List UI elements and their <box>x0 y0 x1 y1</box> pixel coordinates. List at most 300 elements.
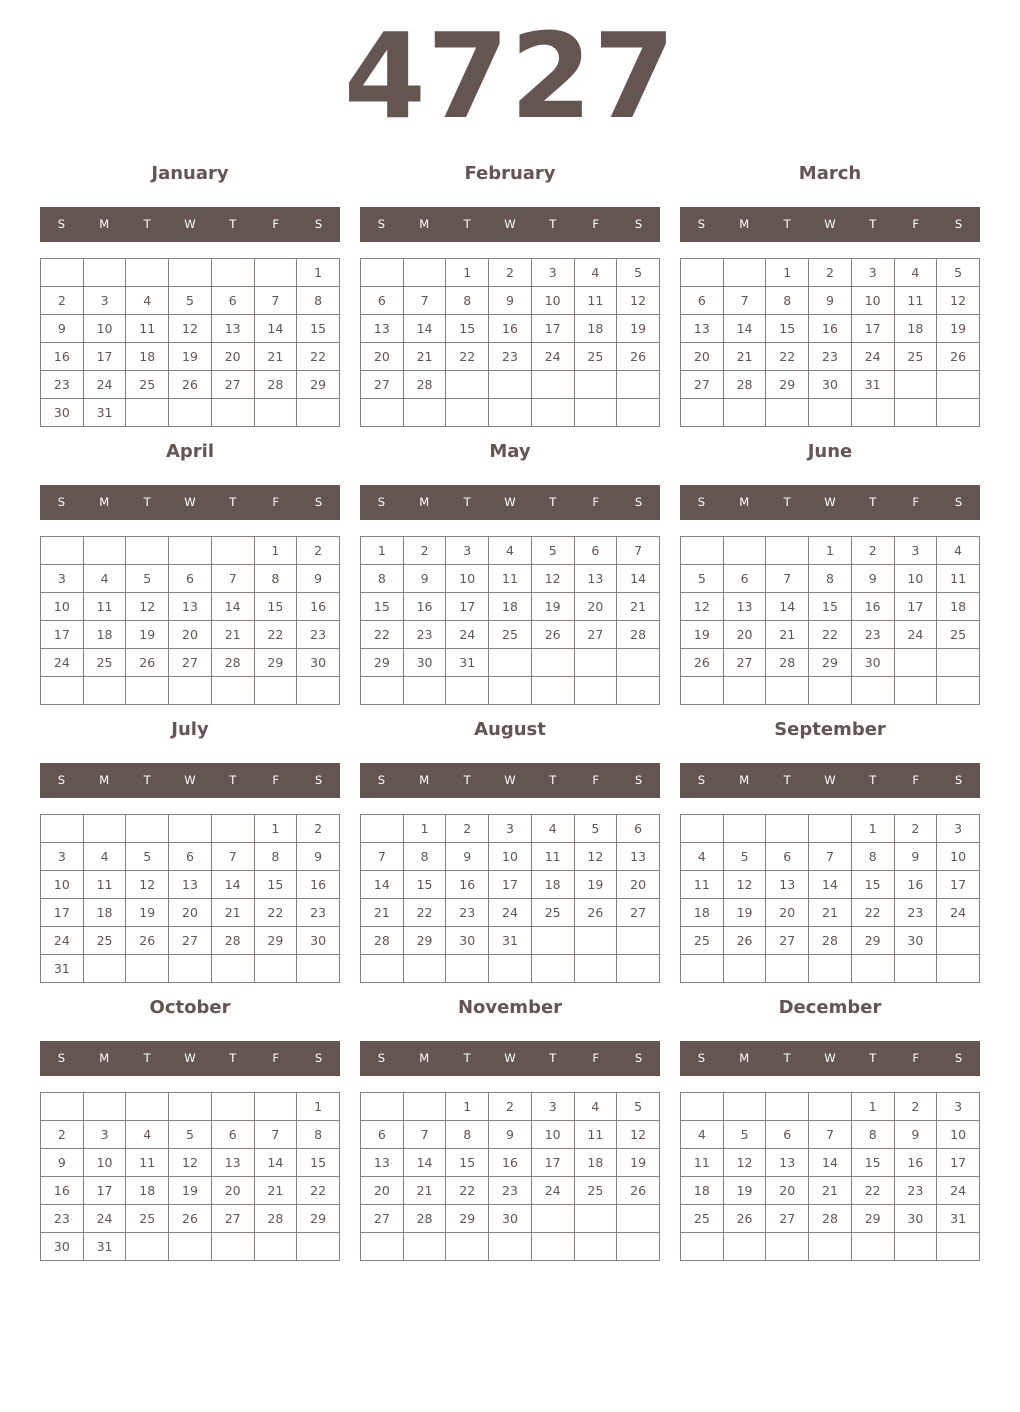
week-row <box>361 1121 660 1149</box>
day-cell: 7 <box>254 1121 297 1149</box>
day-cell: 22 <box>254 621 297 649</box>
day-cell: 21 <box>361 899 404 927</box>
day-cell: 6 <box>766 1121 809 1149</box>
day-cell: 25 <box>531 899 574 927</box>
day-cell: 22 <box>297 343 340 371</box>
day-cell: 25 <box>83 927 126 955</box>
day-cell: 28 <box>723 371 766 399</box>
empty-day-cell <box>894 399 937 427</box>
weekday-label: M <box>739 217 750 231</box>
weekday-label: S <box>57 495 66 509</box>
day-cell: 21 <box>766 621 809 649</box>
day-grid <box>680 258 980 427</box>
empty-day-cell <box>723 259 766 287</box>
empty-day-cell <box>169 399 212 427</box>
day-cell: 13 <box>211 1149 254 1177</box>
empty-day-cell <box>937 371 980 399</box>
week-row <box>681 871 980 899</box>
day-cell: 20 <box>766 899 809 927</box>
day-cell: 3 <box>489 815 532 843</box>
weekday-label: S <box>57 1051 66 1065</box>
empty-day-cell <box>446 955 489 983</box>
day-cell: 27 <box>723 649 766 677</box>
empty-day-cell <box>126 1093 169 1121</box>
empty-day-cell <box>617 927 660 955</box>
weekday-label: W <box>184 217 196 231</box>
week-row <box>681 259 980 287</box>
day-cell: 10 <box>894 565 937 593</box>
weekday-label: T <box>143 217 151 231</box>
day-cell: 6 <box>169 843 212 871</box>
empty-day-cell <box>169 955 212 983</box>
day-cell: 29 <box>766 371 809 399</box>
day-cell: 30 <box>446 927 489 955</box>
day-cell: 28 <box>403 1205 446 1233</box>
empty-day-cell <box>531 1205 574 1233</box>
day-cell: 16 <box>446 871 489 899</box>
day-cell: 25 <box>574 1177 617 1205</box>
week-row <box>41 899 340 927</box>
month-september <box>680 715 980 983</box>
weekday-label: T <box>143 773 151 787</box>
weekday-label: S <box>377 773 386 787</box>
empty-day-cell <box>894 955 937 983</box>
day-cell: 22 <box>297 1177 340 1205</box>
empty-day-cell <box>211 677 254 705</box>
day-cell: 5 <box>126 843 169 871</box>
day-cell: 14 <box>211 593 254 621</box>
day-cell: 29 <box>361 649 404 677</box>
empty-day-cell <box>211 399 254 427</box>
day-cell: 2 <box>297 537 340 565</box>
month-name: March <box>798 163 862 184</box>
month-name: February <box>464 163 556 184</box>
day-cell: 4 <box>531 815 574 843</box>
weekday-label: S <box>954 495 963 509</box>
day-cell: 26 <box>723 1205 766 1233</box>
day-cell: 6 <box>723 565 766 593</box>
day-cell: 4 <box>83 843 126 871</box>
day-cell: 9 <box>297 843 340 871</box>
day-cell: 16 <box>851 593 894 621</box>
day-cell: 19 <box>617 1149 660 1177</box>
weekday-label: F <box>592 495 599 509</box>
day-cell: 25 <box>894 343 937 371</box>
weekday-label: F <box>912 217 919 231</box>
empty-day-cell <box>254 1093 297 1121</box>
weekday-label: S <box>954 1051 963 1065</box>
empty-day-cell <box>403 399 446 427</box>
day-cell: 3 <box>446 537 489 565</box>
day-cell: 15 <box>809 593 852 621</box>
week-row <box>361 399 660 427</box>
empty-day-cell <box>617 371 660 399</box>
empty-day-cell <box>297 677 340 705</box>
empty-day-cell <box>766 537 809 565</box>
empty-day-cell <box>681 259 724 287</box>
day-cell: 2 <box>894 1093 937 1121</box>
day-cell: 26 <box>169 1205 212 1233</box>
week-row <box>361 1177 660 1205</box>
day-cell: 5 <box>126 565 169 593</box>
empty-day-cell <box>851 955 894 983</box>
day-cell: 30 <box>894 927 937 955</box>
day-cell: 3 <box>531 1093 574 1121</box>
empty-day-cell <box>531 677 574 705</box>
day-cell: 10 <box>851 287 894 315</box>
week-row <box>41 259 340 287</box>
week-row <box>361 1149 660 1177</box>
empty-day-cell <box>851 399 894 427</box>
day-cell: 29 <box>297 1205 340 1233</box>
day-grid <box>680 1092 980 1261</box>
day-cell: 8 <box>361 565 404 593</box>
empty-day-cell <box>574 927 617 955</box>
day-cell: 23 <box>41 1205 84 1233</box>
week-row <box>681 565 980 593</box>
day-cell: 19 <box>937 315 980 343</box>
week-row <box>41 649 340 677</box>
day-cell: 13 <box>169 871 212 899</box>
empty-day-cell <box>489 1233 532 1261</box>
day-cell: 15 <box>403 871 446 899</box>
day-cell: 2 <box>894 815 937 843</box>
weekday-label: S <box>634 1051 643 1065</box>
empty-day-cell <box>937 677 980 705</box>
empty-day-cell <box>126 537 169 565</box>
empty-day-cell <box>126 815 169 843</box>
empty-day-cell <box>574 399 617 427</box>
day-cell: 14 <box>766 593 809 621</box>
weekday-label: T <box>143 1051 151 1065</box>
weekday-header <box>680 207 980 242</box>
day-cell: 29 <box>254 649 297 677</box>
week-row <box>41 371 340 399</box>
day-cell: 12 <box>723 871 766 899</box>
empty-day-cell <box>126 677 169 705</box>
day-cell: 13 <box>766 871 809 899</box>
day-cell: 20 <box>169 899 212 927</box>
day-cell: 4 <box>489 537 532 565</box>
weekday-label: W <box>184 495 196 509</box>
day-cell: 3 <box>41 843 84 871</box>
empty-day-cell <box>681 955 724 983</box>
day-grid <box>360 536 660 705</box>
day-cell: 28 <box>361 927 404 955</box>
day-cell: 18 <box>83 621 126 649</box>
day-cell: 21 <box>403 1177 446 1205</box>
day-cell: 9 <box>809 287 852 315</box>
weekday-label: F <box>592 1051 599 1065</box>
week-row <box>681 1233 980 1261</box>
day-cell: 13 <box>574 565 617 593</box>
day-cell: 22 <box>361 621 404 649</box>
day-cell: 5 <box>723 1121 766 1149</box>
weekday-label: M <box>99 217 110 231</box>
day-cell: 9 <box>894 1121 937 1149</box>
empty-day-cell <box>403 955 446 983</box>
week-row <box>361 593 660 621</box>
day-grid <box>360 1092 660 1261</box>
weekday-label: M <box>99 495 110 509</box>
day-cell: 19 <box>574 871 617 899</box>
day-cell: 8 <box>446 1121 489 1149</box>
empty-day-cell <box>41 677 84 705</box>
day-cell: 18 <box>574 1149 617 1177</box>
weekday-label: T <box>463 217 471 231</box>
week-row <box>361 371 660 399</box>
day-cell: 1 <box>361 537 404 565</box>
weekday-label: S <box>57 773 66 787</box>
month-november <box>360 993 660 1261</box>
day-cell: 2 <box>297 815 340 843</box>
week-row <box>361 315 660 343</box>
day-cell: 8 <box>851 843 894 871</box>
empty-day-cell <box>211 1233 254 1261</box>
day-cell: 16 <box>297 871 340 899</box>
empty-day-cell <box>126 399 169 427</box>
weekday-label: S <box>377 495 386 509</box>
week-row <box>41 955 340 983</box>
empty-day-cell <box>723 1093 766 1121</box>
week-row <box>681 1205 980 1233</box>
month-name: December <box>778 997 882 1018</box>
day-cell: 17 <box>531 315 574 343</box>
day-grid <box>360 814 660 983</box>
day-cell: 2 <box>489 259 532 287</box>
day-cell: 27 <box>211 1205 254 1233</box>
day-cell: 8 <box>297 287 340 315</box>
empty-day-cell <box>169 259 212 287</box>
day-cell: 15 <box>851 871 894 899</box>
week-row <box>361 871 660 899</box>
week-row <box>41 315 340 343</box>
day-cell: 11 <box>126 315 169 343</box>
day-cell: 1 <box>297 259 340 287</box>
day-cell: 15 <box>766 315 809 343</box>
day-cell: 18 <box>126 1177 169 1205</box>
day-cell: 5 <box>617 259 660 287</box>
day-cell: 19 <box>169 343 212 371</box>
empty-day-cell <box>574 1205 617 1233</box>
day-cell: 2 <box>851 537 894 565</box>
day-cell: 9 <box>403 565 446 593</box>
day-cell: 21 <box>403 343 446 371</box>
day-cell: 28 <box>254 371 297 399</box>
day-cell: 6 <box>361 1121 404 1149</box>
weekday-label: W <box>504 1051 516 1065</box>
day-cell: 29 <box>254 927 297 955</box>
empty-day-cell <box>894 649 937 677</box>
empty-day-cell <box>169 815 212 843</box>
weekday-label: W <box>184 773 196 787</box>
empty-day-cell <box>617 1205 660 1233</box>
week-row <box>41 1121 340 1149</box>
empty-day-cell <box>766 1093 809 1121</box>
day-cell: 17 <box>489 871 532 899</box>
weekday-label: S <box>697 773 706 787</box>
weekday-label: S <box>697 217 706 231</box>
day-cell: 3 <box>83 1121 126 1149</box>
week-row <box>361 843 660 871</box>
weekday-header <box>360 763 660 798</box>
day-cell: 1 <box>297 1093 340 1121</box>
month-may <box>360 437 660 705</box>
empty-day-cell <box>894 677 937 705</box>
day-cell: 2 <box>41 1121 84 1149</box>
weekday-label: F <box>912 773 919 787</box>
weekday-label: T <box>783 495 791 509</box>
weekday-label: W <box>824 495 836 509</box>
empty-day-cell <box>681 1093 724 1121</box>
empty-day-cell <box>211 537 254 565</box>
day-grid <box>680 536 980 705</box>
day-cell: 6 <box>211 1121 254 1149</box>
empty-day-cell <box>489 371 532 399</box>
empty-day-cell <box>254 259 297 287</box>
day-cell: 23 <box>403 621 446 649</box>
day-cell: 12 <box>169 1149 212 1177</box>
month-december <box>680 993 980 1261</box>
empty-day-cell <box>83 259 126 287</box>
day-cell: 8 <box>446 287 489 315</box>
day-cell: 14 <box>617 565 660 593</box>
day-cell: 15 <box>254 871 297 899</box>
week-row <box>41 1149 340 1177</box>
day-cell: 7 <box>254 287 297 315</box>
weekday-label: F <box>272 773 279 787</box>
week-row <box>361 955 660 983</box>
empty-day-cell <box>126 955 169 983</box>
day-cell: 30 <box>489 1205 532 1233</box>
empty-day-cell <box>574 955 617 983</box>
weekday-label: W <box>504 217 516 231</box>
day-cell: 10 <box>41 593 84 621</box>
day-cell: 8 <box>809 565 852 593</box>
day-cell: 7 <box>809 843 852 871</box>
day-cell: 23 <box>297 899 340 927</box>
empty-day-cell <box>531 649 574 677</box>
day-cell: 14 <box>254 315 297 343</box>
day-cell: 9 <box>297 565 340 593</box>
empty-day-cell <box>403 259 446 287</box>
day-cell: 8 <box>851 1121 894 1149</box>
day-cell: 7 <box>361 843 404 871</box>
day-cell: 6 <box>211 287 254 315</box>
day-cell: 7 <box>766 565 809 593</box>
day-cell: 26 <box>723 927 766 955</box>
day-cell: 14 <box>361 871 404 899</box>
day-cell: 14 <box>403 1149 446 1177</box>
empty-day-cell <box>254 677 297 705</box>
day-cell: 2 <box>41 287 84 315</box>
day-cell: 8 <box>766 287 809 315</box>
day-cell: 28 <box>809 1205 852 1233</box>
day-cell: 30 <box>41 399 84 427</box>
day-cell: 30 <box>403 649 446 677</box>
day-cell: 3 <box>531 259 574 287</box>
empty-day-cell <box>41 1093 84 1121</box>
week-row <box>361 677 660 705</box>
day-cell: 17 <box>894 593 937 621</box>
weekday-label: S <box>697 1051 706 1065</box>
weekday-label: F <box>912 495 919 509</box>
empty-day-cell <box>403 1233 446 1261</box>
week-row <box>41 843 340 871</box>
day-cell: 15 <box>851 1149 894 1177</box>
empty-day-cell <box>766 955 809 983</box>
day-cell: 24 <box>446 621 489 649</box>
day-cell: 22 <box>766 343 809 371</box>
day-cell: 24 <box>489 899 532 927</box>
day-cell: 22 <box>446 343 489 371</box>
day-cell: 6 <box>617 815 660 843</box>
day-cell: 5 <box>617 1093 660 1121</box>
week-row <box>41 815 340 843</box>
day-cell: 27 <box>681 371 724 399</box>
day-cell: 26 <box>531 621 574 649</box>
day-cell: 27 <box>211 371 254 399</box>
day-cell: 24 <box>894 621 937 649</box>
day-cell: 24 <box>531 343 574 371</box>
empty-day-cell <box>403 677 446 705</box>
empty-day-cell <box>83 537 126 565</box>
day-cell: 17 <box>41 899 84 927</box>
day-cell: 12 <box>937 287 980 315</box>
day-cell: 19 <box>531 593 574 621</box>
weekday-label: T <box>549 217 557 231</box>
day-cell: 24 <box>937 899 980 927</box>
day-cell: 22 <box>254 899 297 927</box>
empty-day-cell <box>211 955 254 983</box>
weekday-label: S <box>634 495 643 509</box>
month-name: July <box>171 719 209 740</box>
day-cell: 2 <box>809 259 852 287</box>
weekday-label: S <box>954 217 963 231</box>
day-cell: 26 <box>937 343 980 371</box>
weekday-header <box>360 207 660 242</box>
day-cell: 29 <box>851 927 894 955</box>
day-cell: 10 <box>937 843 980 871</box>
empty-day-cell <box>937 927 980 955</box>
empty-day-cell <box>446 371 489 399</box>
day-cell: 12 <box>126 871 169 899</box>
week-row <box>681 955 980 983</box>
day-cell: 17 <box>531 1149 574 1177</box>
empty-day-cell <box>83 815 126 843</box>
empty-day-cell <box>169 677 212 705</box>
day-cell: 26 <box>574 899 617 927</box>
day-cell: 19 <box>681 621 724 649</box>
week-row <box>681 1121 980 1149</box>
weekday-label: W <box>824 217 836 231</box>
weekday-label: S <box>634 773 643 787</box>
day-cell: 6 <box>574 537 617 565</box>
day-cell: 16 <box>297 593 340 621</box>
day-cell: 1 <box>254 537 297 565</box>
day-cell: 22 <box>851 1177 894 1205</box>
day-cell: 16 <box>894 1149 937 1177</box>
day-cell: 20 <box>211 1177 254 1205</box>
day-cell: 25 <box>83 649 126 677</box>
week-row <box>41 1233 340 1261</box>
day-cell: 10 <box>41 871 84 899</box>
day-cell: 19 <box>723 1177 766 1205</box>
week-row <box>361 259 660 287</box>
month-july <box>40 715 340 983</box>
day-cell: 27 <box>574 621 617 649</box>
empty-day-cell <box>809 677 852 705</box>
